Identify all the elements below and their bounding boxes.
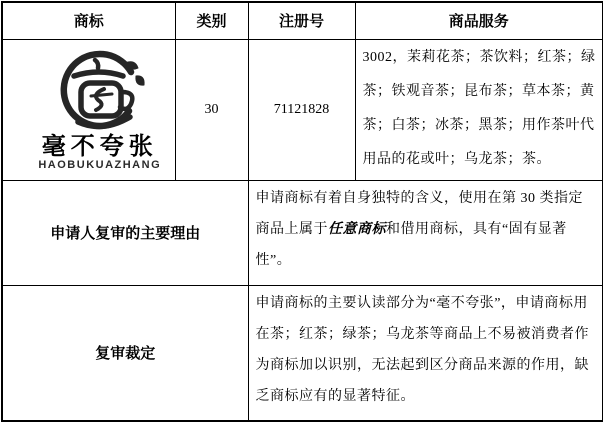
ruling-label: 复审裁定 xyxy=(2,285,248,421)
trademark-review-table xyxy=(1,1,603,422)
reason-text-suffix: 和借用商标，具有“固有显著性”。 xyxy=(255,221,567,268)
trademark-logo xyxy=(16,47,161,172)
header-trademark: 商标 xyxy=(2,2,175,39)
header-goods-services: 商品服务 xyxy=(355,2,603,39)
goods-services-value: 3002，茉莉花茶；茶饮料；红茶；绿茶；铁观音茶；昆布茶；草本茶；黄茶；白茶；冰茶；黑茶；用作茶叶代用品的花或叶；乌龙茶；茶。 xyxy=(355,39,603,180)
ruling-row xyxy=(2,285,603,421)
reason-text-prefix: 申请商标有着自身独特的含义，使用在第 30 类指定商品上属于 xyxy=(255,190,583,237)
registration-no-value: 71121828 xyxy=(248,39,355,180)
reason-row xyxy=(2,180,603,285)
ruling-text: 申请商标的主要认读部分为“毫不夸张”，申请商标用在茶；红茶；绿茶；乌龙茶等商品上不易被消费者作为商标加以识别，无法起到区分商品来源的作用，缺乏商标应有的显著特征。 xyxy=(248,285,603,421)
trademark-logo-cell xyxy=(2,39,175,180)
header-category: 类别 xyxy=(175,2,248,39)
reason-label: 申请人复审的主要理由 xyxy=(2,180,248,285)
logo-chinese-text: 毫不夸张 xyxy=(41,133,158,160)
category-value: 30 xyxy=(175,39,248,180)
header-registration-no: 注册号 xyxy=(248,2,355,39)
header-row xyxy=(2,2,603,39)
trademark-row xyxy=(2,39,603,180)
teacup-emblem-image xyxy=(41,47,159,133)
reason-text-emphasis: 任意商标 xyxy=(328,221,386,237)
logo-latin-text: HAOBUKUAZHANG xyxy=(38,158,162,171)
reason-text xyxy=(248,180,603,285)
